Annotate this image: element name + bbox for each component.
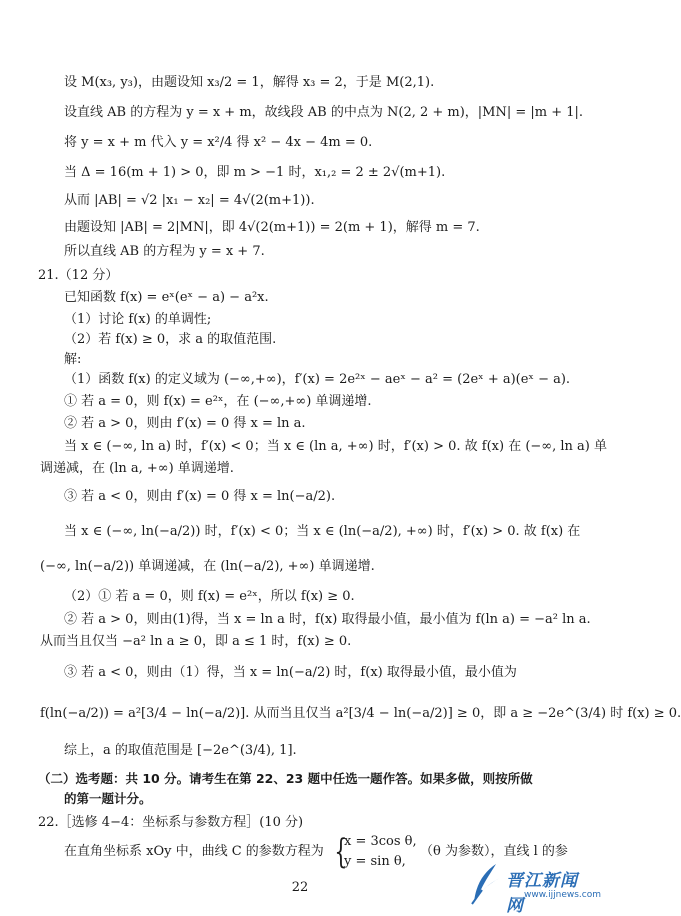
watermark-url: www.ijjnews.com [524, 890, 601, 900]
text-line: 当 x ∈ (−∞, ln a) 时，f′(x) < 0；当 x ∈ (ln a, +∞) 时，f′(x) > 0. 故 f(x) 在 (−∞, ln a) 单 [64, 439, 608, 454]
text-line: 所以直线 AB 的方程为 y = x + 7. [64, 244, 265, 259]
text-line: 综上，a 的取值范围是 [−2e^(3/4), 1]. [64, 743, 297, 758]
text-line: （2）① 若 a = 0，则 f(x) = e²ˣ，所以 f(x) ≥ 0. [64, 589, 355, 604]
watermark-logo [466, 862, 601, 916]
question-number: 21.（12 分） [38, 268, 119, 283]
text-line: 由题设知 |AB| = 2|MN|，即 4√(2(m+1)) = 2(m + 1)，解得 m = 7. [64, 220, 480, 235]
text-line: 从而 |AB| = √2 |x₁ − x₂| = 4√(2(m+1)). [64, 193, 315, 208]
solution-label: 解: [64, 352, 82, 367]
text-line: ② 若 a > 0，则由(1)得，当 x = ln a 时，f(x) 取得最小值，最小值为 f(ln a) = −a² ln a. [64, 612, 591, 627]
text-line: 调递减，在 (ln a, +∞) 单调递增. [40, 461, 234, 476]
text-line: （2）若 f(x) ≥ 0，求 a 的取值范围. [64, 332, 277, 347]
page-number: 22 [291, 880, 309, 895]
text-line: 设 M(x₃, y₃)，由题设知 x₃/2 = 1，解得 x₃ = 2，于是 M(2,1). [64, 75, 435, 90]
equation-x: x = 3cos θ, [344, 834, 417, 849]
text-line: ③ 若 a < 0，则由 f′(x) = 0 得 x = ln(−a/2). [64, 489, 336, 504]
left-brace-icon: { [334, 832, 348, 872]
text-line: (−∞, ln(−a/2)) 单调递减，在 (ln(−a/2), +∞) 单调递增. [40, 559, 375, 574]
text-line: ③ 若 a < 0，则由（1）得，当 x = ln(−a/2) 时，f(x) 取得最小值，最小值为 [64, 665, 517, 680]
text-line: （θ 为参数），直线 l 的参 [420, 844, 568, 859]
question-number: 22.［选修 4−4：坐标系与参数方程］(10 分) [38, 815, 304, 830]
text-line: （1）函数 f(x) 的定义域为 (−∞,+∞)，f′(x) = 2e²ˣ − aeˣ − a² = (2eˣ + a)(eˣ − a). [64, 372, 571, 387]
text-line: 在直角坐标系 xOy 中，曲线 C 的参数方程为 [64, 844, 324, 859]
text-line: （1）讨论 f(x) 的单调性; [64, 312, 212, 327]
text-line: 设直线 AB 的方程为 y = x + m，故线段 AB 的中点为 N(2, 2 + m)，|MN| = |m + 1|. [64, 105, 584, 120]
section-heading: （二）选考题：共 10 分。请考生在第 22、23 题中任选一题作答。如果多做，则按所做 [38, 771, 533, 786]
text-line: f(ln(−a/2)) = a²[3/4 − ln(−a/2)]. 从而当且仅当 a²[3/4 − ln(−a/2)] ≥ 0，即 a ≥ −2e^(3/4) 时 f(x) ≥ 0. [40, 706, 681, 721]
text-line: ② 若 a > 0，则由 f′(x) = 0 得 x = ln a. [64, 416, 306, 431]
feather-icon [466, 862, 506, 906]
text-line: 已知函数 f(x) = eˣ(eˣ − a) − a²x. [64, 290, 269, 305]
section-heading-continued: 的第一题计分。 [64, 791, 152, 806]
watermark-text: 晋江新闻网 [506, 871, 578, 916]
text-line: 从而当且仅当 −a² ln a ≥ 0，即 a ≤ 1 时，f(x) ≥ 0. [40, 634, 352, 649]
text-line: 当 Δ = 16(m + 1) > 0，即 m > −1 时，x₁,₂ = 2 ± 2√(m+1). [64, 165, 446, 180]
text-line: ① 若 a = 0，则 f(x) = e²ˣ，在 (−∞,+∞) 单调递增. [64, 394, 372, 409]
equation-y: y = sin θ, [344, 854, 406, 869]
text-line: 当 x ∈ (−∞, ln(−a/2)) 时，f′(x) < 0；当 x ∈ (ln(−a/2), +∞) 时，f′(x) > 0. 故 f(x) 在 [64, 524, 581, 539]
text-line: 将 y = x + m 代入 y = x²/4 得 x² − 4x − 4m = 0. [64, 135, 373, 150]
